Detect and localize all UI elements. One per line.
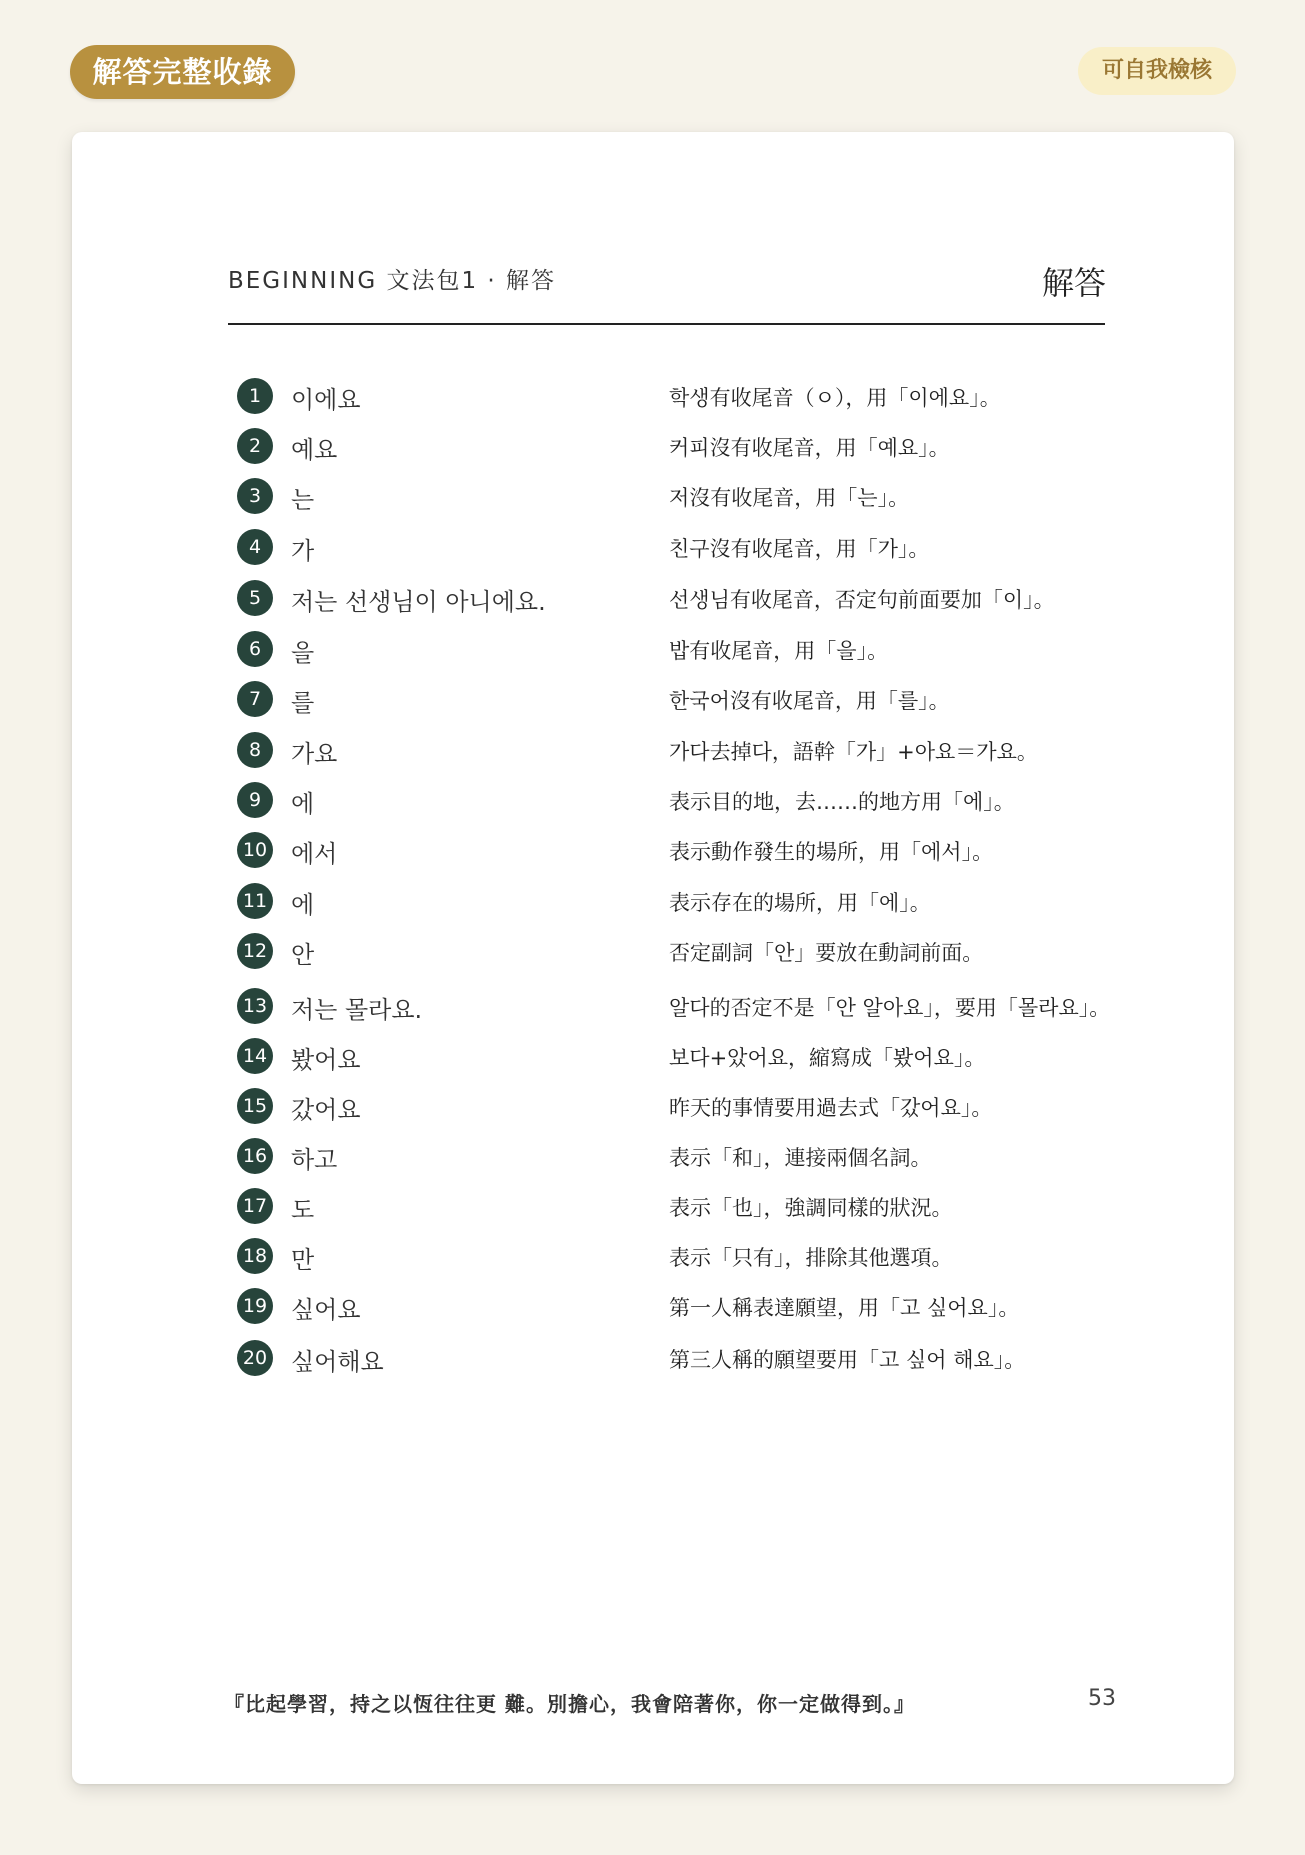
answer-text: 예요: [291, 436, 338, 464]
answer-text: 갔어요: [291, 1096, 361, 1124]
number-badge: 14: [237, 1038, 273, 1074]
answer-text: 저는 몰라요.: [291, 996, 423, 1024]
answer-text: 가: [291, 537, 315, 565]
explanation-text: 저沒有收尾音，用「는」。: [669, 486, 910, 510]
answer-text: 봤어요: [291, 1046, 361, 1074]
answer-text: 도: [291, 1196, 315, 1224]
page-number: 53: [1088, 1686, 1116, 1711]
explanation-text: 밥有收尾音，用「을」。: [669, 639, 889, 663]
number-badge: 13: [237, 988, 273, 1024]
answer-text: 하고: [291, 1146, 338, 1174]
number-badge: 4: [237, 529, 273, 565]
number-badge: 7: [237, 681, 273, 717]
number-badge: 8: [237, 732, 273, 768]
answer-text: 저는 선생님이 아니에요.: [291, 588, 546, 616]
explanation-text: 表示「只有」，排除其他選項。: [669, 1246, 953, 1270]
explanation-text: 昨天的事情要用過去式「갔어요」。: [669, 1096, 993, 1120]
number-badge: 18: [237, 1238, 273, 1274]
explanation-text: 한국어沒有收尾音，用「를」。: [669, 689, 950, 713]
number-badge: 11: [237, 883, 273, 919]
explanation-text: 表示「也」，強調同樣的狀況。: [669, 1196, 953, 1220]
header-divider: [228, 323, 1105, 325]
answer-text: 는: [291, 486, 315, 514]
answer-text: 에: [291, 790, 315, 818]
explanation-text: 第一人稱表達願望，用「고 싶어요」。: [669, 1296, 1020, 1320]
number-badge: 17: [237, 1188, 273, 1224]
number-badge: 1: [237, 378, 273, 414]
explanation-text: 학생有收尾音（ㅇ），用「이에요」。: [669, 386, 1001, 410]
explanation-text: 表示目的地，去……的地方用「에」。: [669, 790, 1015, 814]
self-check-badge: 可自我檢核: [1078, 47, 1236, 95]
explanation-text: 否定副詞「안」要放在動詞前面。: [669, 941, 984, 965]
answer-text: 에서: [291, 840, 338, 868]
number-badge: 20: [237, 1340, 273, 1376]
running-header: BEGINNING 文法包1 · 解答: [228, 268, 557, 294]
explanation-text: 보다+았어요，縮寫成「봤어요」。: [669, 1046, 986, 1070]
answer-text: 싶어요: [291, 1296, 361, 1324]
explanation-text: 第三人稱的願望要用「고 싶어 해요」。: [669, 1348, 1026, 1372]
explanation-text: 커피沒有收尾音，用「예요」。: [669, 436, 950, 460]
complete-answers-badge: 解答完整收錄: [70, 45, 295, 99]
section-label: 解答: [1041, 264, 1106, 302]
number-badge: 10: [237, 832, 273, 868]
page-card: [72, 132, 1234, 1784]
answer-text: 를: [291, 689, 315, 717]
number-badge: 6: [237, 631, 273, 667]
explanation-text: 선생님有收尾音，否定句前面要加「이」。: [669, 588, 1055, 612]
explanation-text: 가다去掉다，語幹「가」+아요＝가요。: [669, 740, 1038, 764]
number-badge: 19: [237, 1288, 273, 1324]
answer-text: 싶어해요: [291, 1348, 384, 1376]
answer-text: 만: [291, 1246, 315, 1274]
number-badge: 5: [237, 580, 273, 616]
answer-text: 가요: [291, 740, 338, 768]
answer-text: 에: [291, 891, 315, 919]
answer-text: 이에요: [291, 386, 361, 414]
explanation-text: 알다的否定不是「안 알아요」，要用「몰라요」。: [669, 996, 1111, 1020]
number-badge: 16: [237, 1138, 273, 1174]
number-badge: 15: [237, 1088, 273, 1124]
explanation-text: 表示存在的場所，用「에」。: [669, 891, 931, 915]
answer-text: 안: [291, 941, 315, 969]
number-badge: 9: [237, 782, 273, 818]
number-badge: 2: [237, 428, 273, 464]
explanation-text: 친구沒有收尾音，用「가」。: [669, 537, 930, 561]
number-badge: 3: [237, 478, 273, 514]
explanation-text: 表示動作發生的場所，用「에서」。: [669, 840, 994, 864]
footer-quote: 『比起學習，持之以恆往往更 難。別擔心，我會陪著你，你一定做得到。』: [224, 1692, 915, 1716]
answer-text: 을: [291, 639, 315, 667]
explanation-text: 表示「和」，連接兩個名詞。: [669, 1146, 932, 1170]
number-badge: 12: [237, 933, 273, 969]
